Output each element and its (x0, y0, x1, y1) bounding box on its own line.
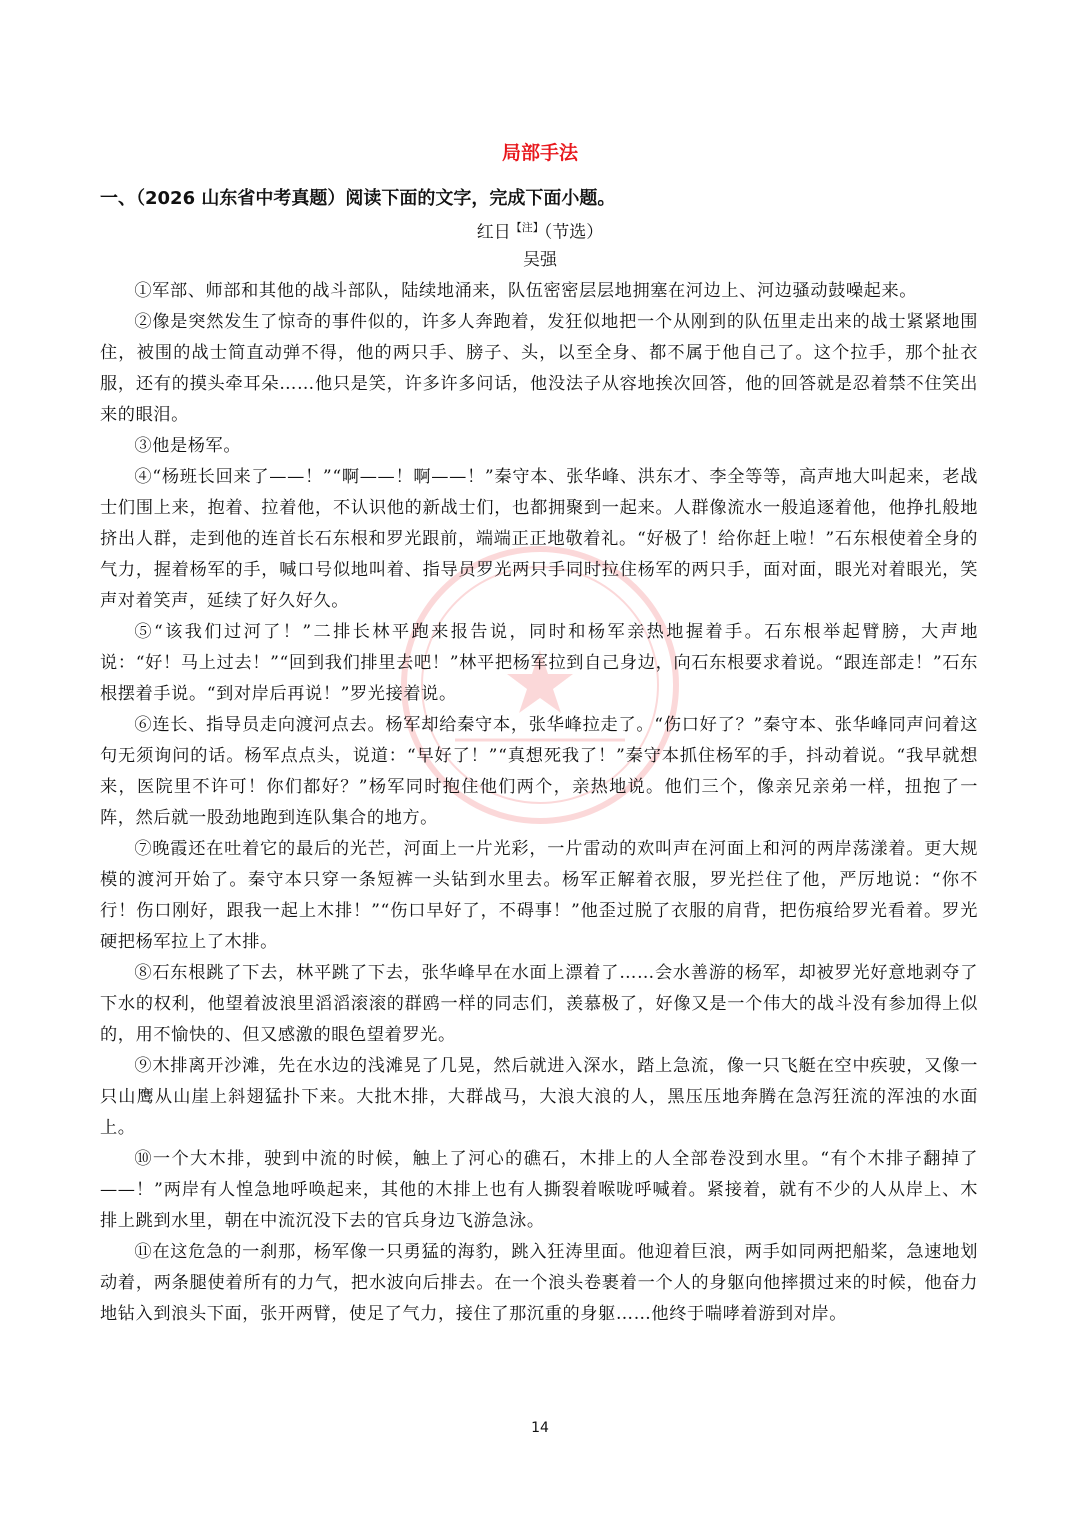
article-title-suffix: （节选） (543, 222, 604, 243)
article-title (0, 216, 1080, 245)
paragraph: ⑤“该我们过河了！”二排长林平跑来报告说，同时和杨军亲热地握着手。石东根举起臂膀，大声地说：“好！马上过去！”“回到我们排里去吧！”林平把杨军拉到自己身边，向石东根要求着说。“跟连部走！”石东根摆着手说。“到对岸后再说！”罗光接着说。 (100, 622, 978, 704)
paragraph: ①军部、师部和其他的战斗部队，陆续地涌来，队伍密密层层地拥塞在河边上、河边骚动鼓噪起来。 (134, 281, 918, 301)
paragraph: ⑥连长、指导员走向渡河点去。杨军却给秦守本，张华峰拉走了。“伤口好了？”秦守本、张华峰同声问着这句无须询问的话。杨军点点头，说道：“早好了！”“真想死我了！”秦守本抓住杨军的手，抖动着说。“我早就想来，医院里不许可！你们都好？”杨军同时抱住他们两个，亲热地说。他们三个，像亲兄亲弟一样，扭抱了一阵，然后就一股劲地跑到连队集合的地方。 (100, 715, 978, 828)
article-body (100, 276, 978, 1330)
page-number: 14 (531, 1420, 549, 1436)
paragraph: ⑪在这危急的一刹那，杨军像一只勇猛的海豹，跳入狂涛里面。他迎着巨浪，两手如同两把船桨，急速地划动着，两条腿使着所有的力气，把水波向后排去。在一个浪头卷裹着一个人的身躯向他摔掼过来的时候，他奋力地钻入到浪头下面，张开两臂，使足了气力，接住了那沉重的身躯……他终于喘哮着游到对岸。 (100, 1242, 978, 1324)
article-title-text: 红日 (476, 222, 511, 243)
paragraph: ⑨木排离开沙滩，先在水边的浅滩晃了几晃，然后就进入深水，踏上急流，像一只飞艇在空中疾驶，又像一只山鹰从山崖上斜翅猛扑下来。大批木排，大群战马，大浪大浪的人，黑压压地奔腾在急泻狂流的浑浊的水面上。 (100, 1056, 978, 1138)
paragraph: ④“杨班长回来了——！”“啊——！啊——！”秦守本、张华峰、洪东才、李全等等，高声地大叫起来，老战士们围上来，抱着、拉着他，不认识他的新战士们，也都拥聚到一起来。人群像流水一般追逐着他，他挣扎般地挤出人群，走到他的连首长石东根和罗光跟前，端端正正地敬着礼。“好极了！给你赶上啦！”石东根使着全身的气力，握着杨军的手，喊口号似地叫着、指导员罗光两只手同时拉住杨军的两只手，面对面，眼光对着眼光，笑声对着笑声，延续了好久好久。 (100, 467, 978, 611)
paragraph: ⑩一个大木排，驶到中流的时候，触上了河心的礁石，木排上的人全部卷没到水里。“有个木排子翻掉了——！”两岸有人惶急地呼唤起来，其他的木排上也有人撕裂着喉咙呼喊着。紧接着，就有不少的人从岸上、木排上跳到水里，朝在中流沉没下去的官兵身边飞游急泳。 (100, 1149, 978, 1231)
paragraph: ⑦晚霞还在吐着它的最后的光芒，河面上一片光彩，一片雷动的欢叫声在河面上和河的两岸荡漾着。更大规模的渡河开始了。秦守本只穿一条短裤一头钻到水里去。杨军正解着衣服，罗光拦住了他，严厉地说：“你不行！伤口刚好，跟我一起上木排！”“伤口早好了，不碍事！”他歪过脱了衣服的肩背，把伤痕给罗光看着。罗光硬把杨军拉上了木排。 (100, 839, 978, 952)
section-title: 局部手法 (501, 142, 578, 164)
article-title-note: 【注】 (510, 221, 544, 234)
paragraph: ⑧石东根跳了下去，林平跳了下去，张华峰早在水面上漂着了……会水善游的杨军，却被罗光好意地剥夺了下水的权利，他望着波浪里滔滔滚滚的群鸥一样的同志们，羡慕极了，好像又是一个伟大的战斗没有参加得上似的，用不愉快的、但又感激的眼色望着罗光。 (100, 963, 978, 1045)
question-heading: 一、（2026 山东省中考真题）阅读下面的文字，完成下面小题。 (100, 188, 616, 209)
article-author: 吴强 (523, 250, 557, 270)
paragraph: ②像是突然发生了惊奇的事件似的，许多人奔跑着，发狂似地把一个从刚到的队伍里走出来的战士紧紧地围住，被围的战士简直动弹不得，他的两只手、膀子、头，以至全身、都不属于他自己了。这个拉手，那个扯衣服，还有的摸头牵耳朵……他只是笑，许多许多问话，他没法子从容地挨次回答，他的回答就是忍着禁不住笑出来的眼泪。 (100, 312, 978, 425)
paragraph: ③他是杨军。 (134, 436, 242, 456)
